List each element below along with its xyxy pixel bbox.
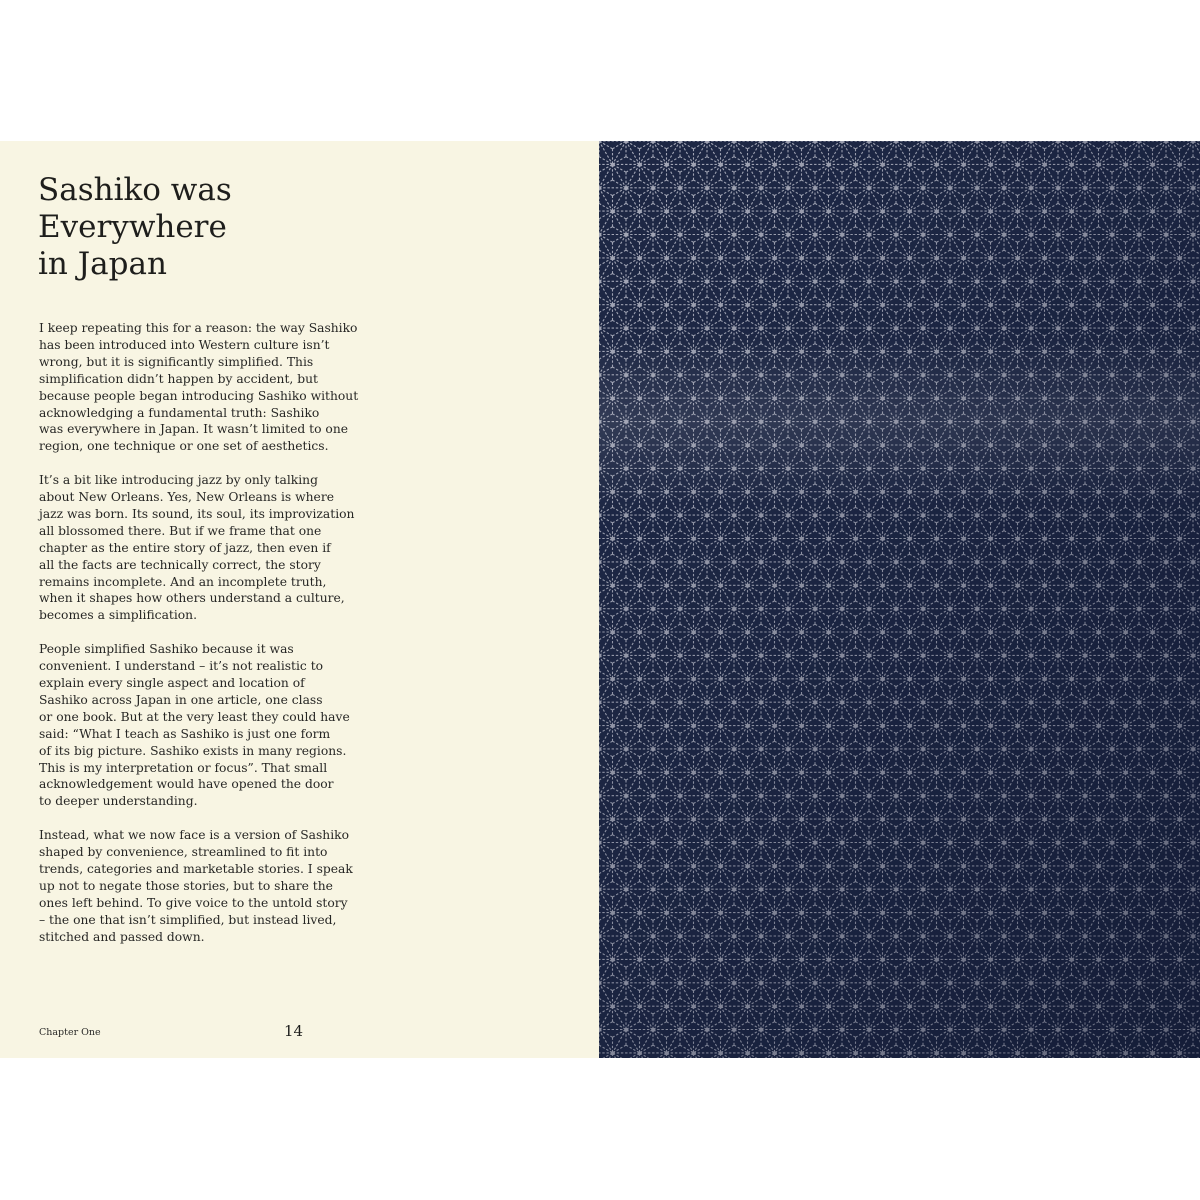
page-number: 14 bbox=[284, 1022, 304, 1040]
body-paragraph bbox=[39, 827, 409, 945]
body-line: Instead, what we now face is a version of Sashiko bbox=[39, 828, 349, 843]
body-line: I keep repeating this for a reason: the way Sashiko bbox=[39, 321, 358, 335]
title-line: Everywhere bbox=[38, 209, 227, 245]
body-line: – the one that isn’t simplified, but instead lived, bbox=[39, 912, 337, 927]
title-line: in Japan bbox=[38, 246, 167, 282]
body-line: People simplified Sashiko because it was bbox=[39, 642, 294, 657]
body-line: remains incomplete. And an incomplete truth, bbox=[39, 574, 327, 589]
body-line: stitched and passed down. bbox=[39, 929, 205, 944]
body-line: explain every single aspect and location of bbox=[39, 676, 305, 690]
body-line: acknowledging a fundamental truth: Sashiko bbox=[39, 405, 320, 420]
body-text bbox=[39, 320, 409, 962]
right-page-photo bbox=[599, 141, 1200, 1058]
body-line: This is my interpretation or focus”. That small bbox=[39, 760, 328, 775]
body-line: to deeper understanding. bbox=[39, 794, 198, 809]
body-line: said: “What I teach as Sashiko is just one form bbox=[39, 726, 331, 741]
body-paragraph bbox=[39, 641, 409, 810]
body-line: all blossomed there. But if we frame that one bbox=[39, 523, 322, 538]
body-line: becomes a simplification. bbox=[39, 608, 198, 623]
page-title bbox=[38, 172, 338, 283]
body-line: was everywhere in Japan. It wasn’t limited to one bbox=[39, 422, 349, 437]
body-line: jazz was born. Its sound, its soul, its improvization bbox=[39, 506, 355, 521]
body-line: trends, categories and marketable stories. I speak bbox=[39, 861, 353, 876]
body-paragraph bbox=[39, 320, 409, 455]
body-line: region, one technique or one set of aesthetics. bbox=[39, 439, 329, 454]
body-line: because people began introducing Sashiko without bbox=[39, 388, 359, 403]
body-line: It’s a bit like introducing jazz by only talking bbox=[39, 473, 318, 488]
body-line: up not to negate those stories, but to share the bbox=[39, 878, 333, 893]
title-line: Sashiko was bbox=[38, 172, 232, 208]
body-line: all the facts are technically correct, the story bbox=[39, 557, 321, 572]
sashiko-asanoha-embroidery-photo bbox=[599, 141, 1200, 1058]
body-line: convenient. I understand – it’s not realistic to bbox=[39, 659, 324, 674]
fabric-shading bbox=[599, 141, 1200, 1058]
body-line: Sashiko across Japan in one article, one class bbox=[39, 692, 323, 707]
body-line: or one book. But at the very least they could have bbox=[39, 709, 350, 724]
body-line: simplification didn’t happen by accident, but bbox=[39, 371, 318, 386]
body-line: wrong, but it is significantly simplified. This bbox=[39, 354, 314, 369]
body-line: when it shapes how others understand a culture, bbox=[39, 591, 345, 606]
body-line: about New Orleans. Yes, New Orleans is where bbox=[39, 490, 334, 505]
body-line: ones left behind. To give voice to the untold story bbox=[39, 895, 348, 910]
body-line: of its big picture. Sashiko exists in many regions. bbox=[39, 743, 347, 758]
body-line: acknowledgement would have opened the door bbox=[39, 777, 334, 792]
body-line: chapter as the entire story of jazz, then even if bbox=[39, 540, 331, 555]
body-paragraph bbox=[39, 472, 409, 624]
left-page bbox=[0, 141, 599, 1058]
book-spread bbox=[0, 141, 1200, 1058]
running-footer-chapter: Chapter One bbox=[39, 1027, 101, 1038]
body-line: has been introduced into Western culture isn’t bbox=[39, 337, 330, 352]
body-line: shaped by convenience, streamlined to fit into bbox=[39, 845, 328, 860]
